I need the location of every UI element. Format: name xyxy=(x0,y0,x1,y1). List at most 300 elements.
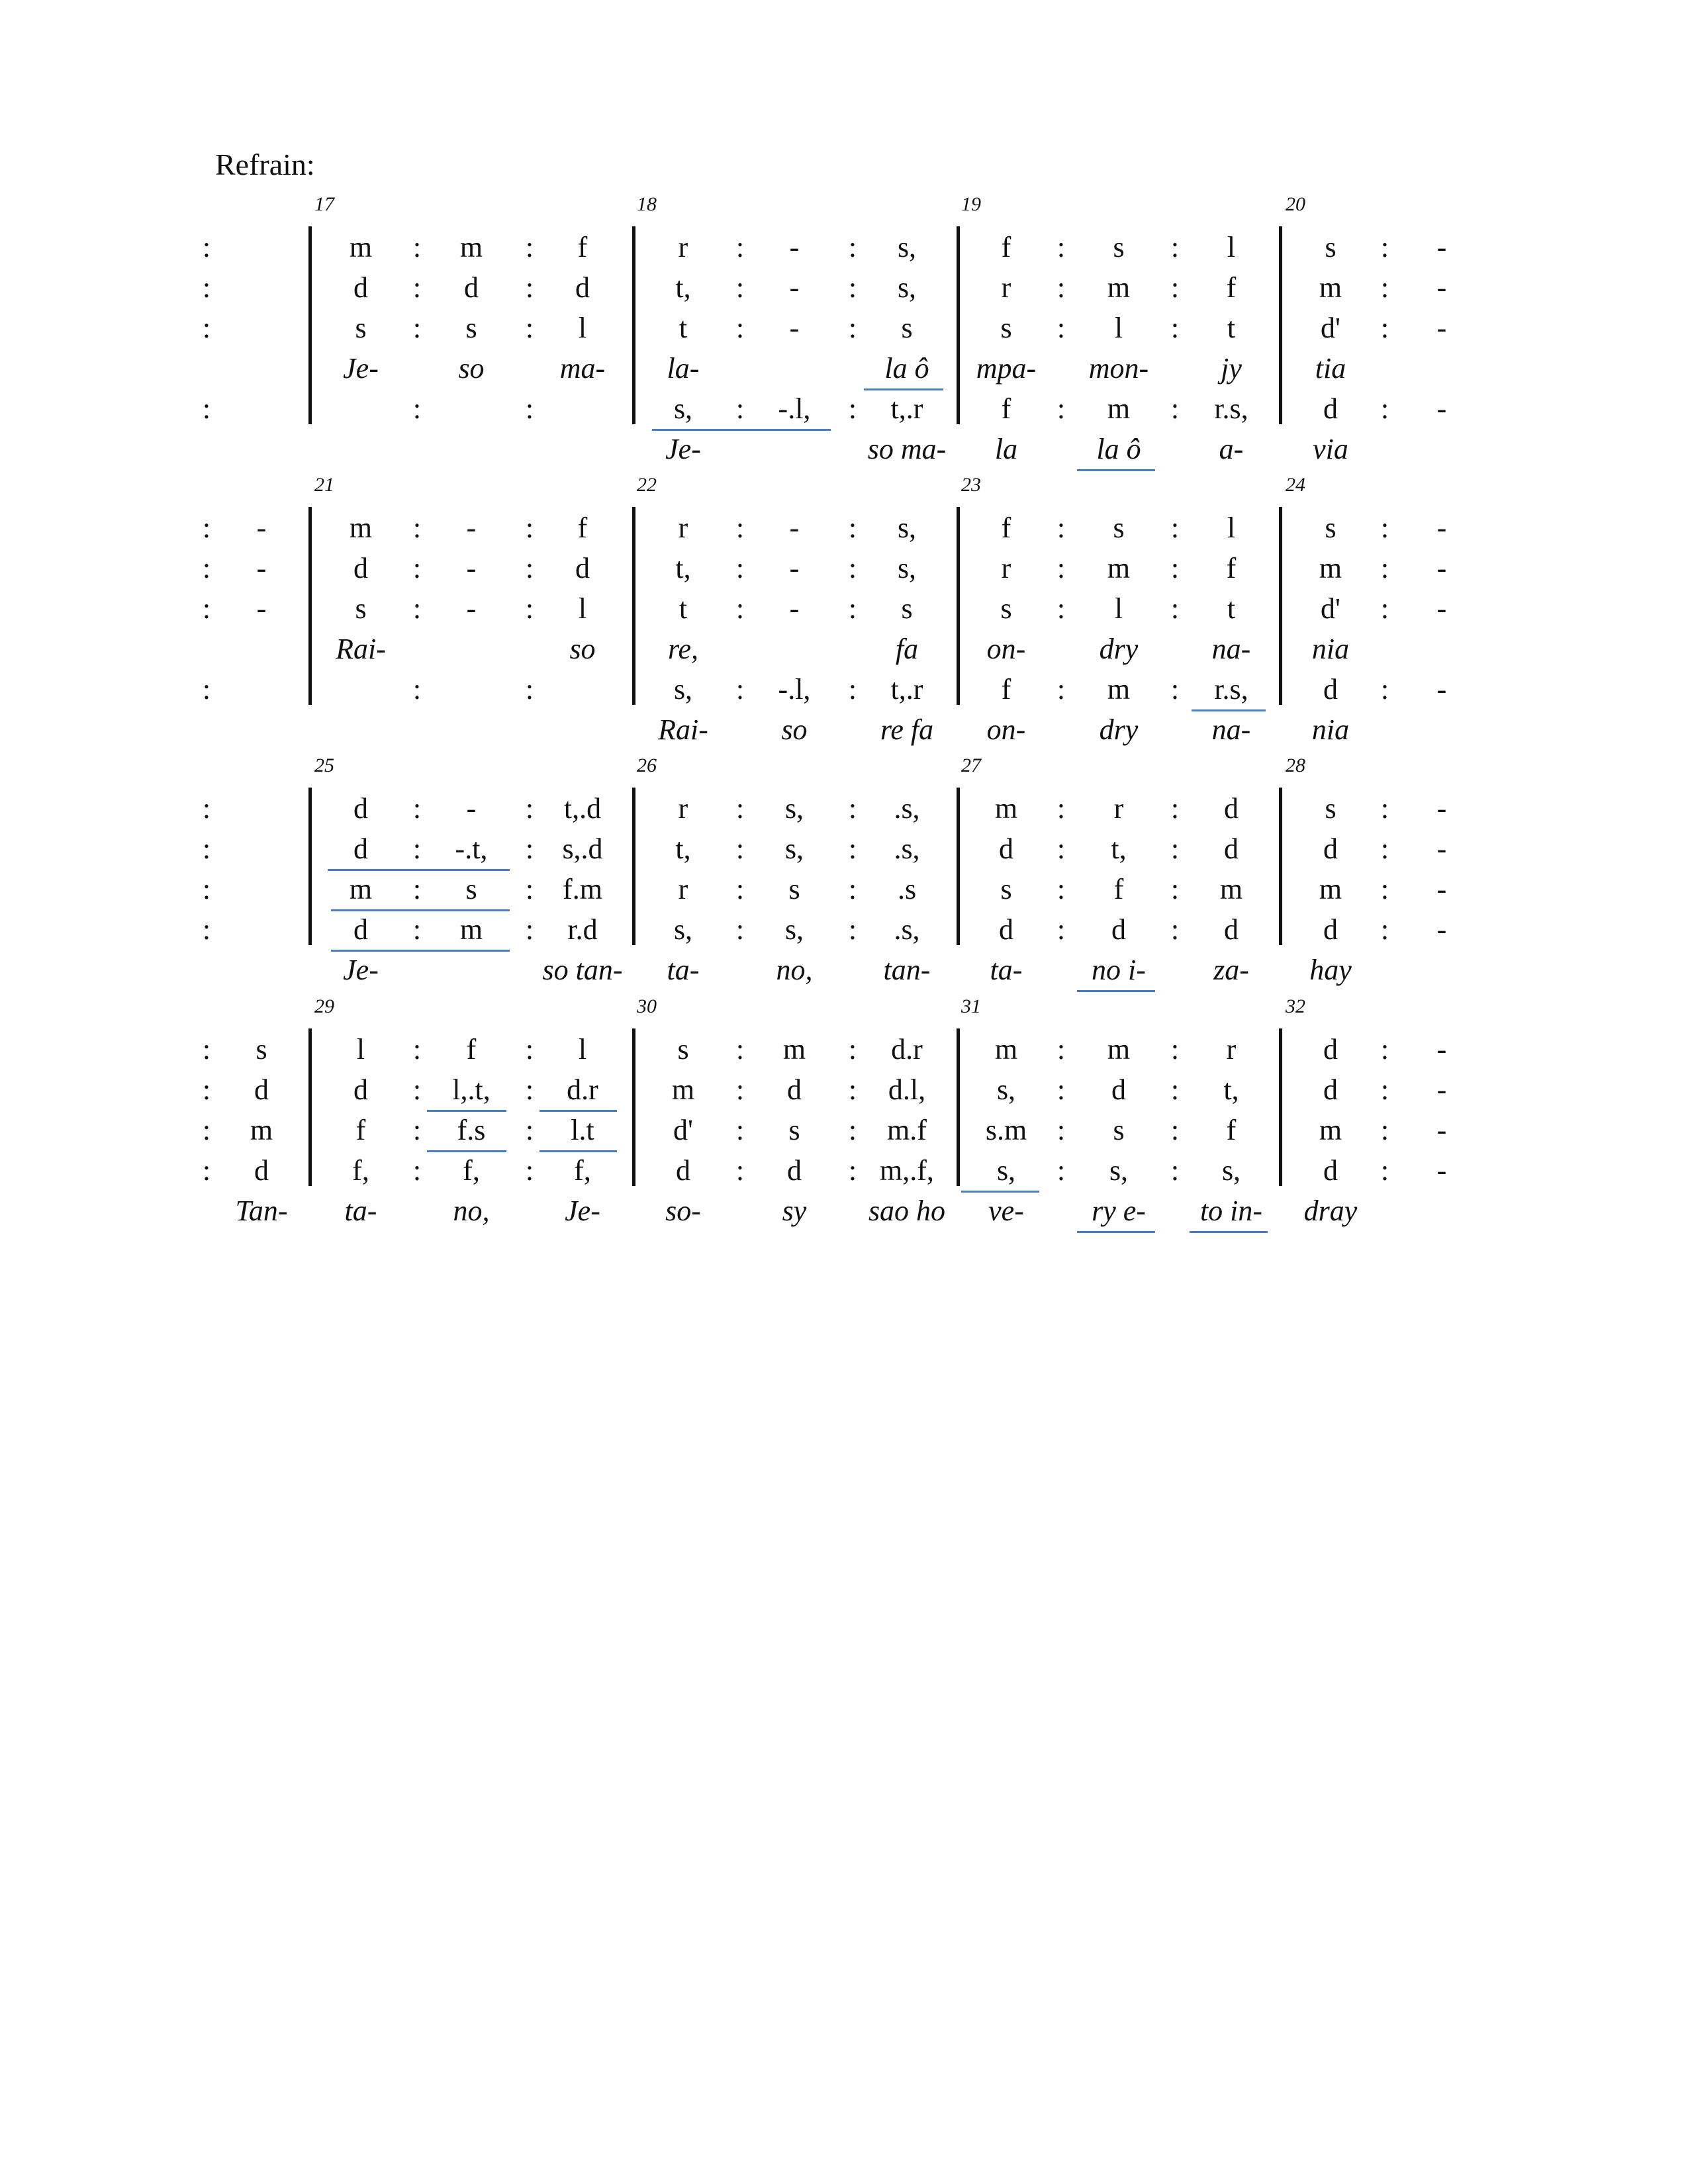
solfa-note: l xyxy=(1227,512,1236,544)
solfa-note: -.l, xyxy=(778,392,811,425)
solfa-note: d xyxy=(353,792,368,825)
solfa-note: t xyxy=(1227,312,1236,344)
solfa-note: .s xyxy=(897,873,917,905)
bar-line xyxy=(632,507,635,705)
lyric-syllable: so xyxy=(569,633,596,665)
solfa-note: : xyxy=(1056,312,1066,344)
solfa-note: - xyxy=(1436,592,1447,625)
solfa-note: : xyxy=(735,1033,745,1066)
solfa-note: m xyxy=(994,792,1018,825)
solfa-note: m xyxy=(1107,271,1131,304)
solfa-note: d xyxy=(1224,833,1239,865)
solfa-note: : xyxy=(735,1114,745,1146)
solfa-note: t, xyxy=(675,271,691,304)
solfa-note: - xyxy=(256,552,267,584)
solfa-note: : xyxy=(202,392,211,425)
solfa-note: l xyxy=(1114,312,1123,344)
solfa-note: m xyxy=(1319,552,1342,584)
solfa-note: : xyxy=(1380,512,1389,544)
solfa-note: : xyxy=(202,1033,211,1066)
solfa-note: m xyxy=(671,1073,695,1106)
solfa-note: l xyxy=(356,1033,365,1066)
solfa-note: d xyxy=(1323,1073,1338,1106)
slur-underline xyxy=(1077,469,1155,471)
solfa-note: : xyxy=(735,512,745,544)
lyric-syllable: no, xyxy=(453,1195,490,1227)
solfa-note: : xyxy=(1380,231,1389,263)
solfa-note: : xyxy=(525,231,534,263)
solfa-note: m xyxy=(349,512,373,544)
solfa-note: l xyxy=(578,592,587,625)
solfa-note: d xyxy=(1323,673,1338,705)
solfa-note: m.f xyxy=(887,1114,927,1146)
solfa-note: - xyxy=(1436,1154,1447,1187)
bar-line xyxy=(1279,226,1282,424)
bar-line xyxy=(1279,788,1282,945)
lyric-syllable: jy xyxy=(1221,352,1242,385)
solfa-note: : xyxy=(1056,1114,1066,1146)
solfa-note: : xyxy=(1170,392,1180,425)
solfa-note: : xyxy=(1380,312,1389,344)
solfa-note: r xyxy=(678,792,688,825)
slur-underline xyxy=(539,1150,617,1152)
slur-underline xyxy=(328,869,510,871)
lyric-syllable: za- xyxy=(1213,954,1249,986)
solfa-note: : xyxy=(1170,873,1180,905)
solfa-note: : xyxy=(412,552,422,584)
slur-underline xyxy=(331,909,510,911)
solfa-note: r xyxy=(678,512,688,544)
solfa-note: s xyxy=(1325,231,1336,263)
lyric-syllable: ve- xyxy=(988,1195,1024,1227)
bar-line xyxy=(1279,507,1282,705)
solfa-note: : xyxy=(1056,1154,1066,1187)
solfa-note: f xyxy=(1113,873,1124,905)
bar-line xyxy=(632,1028,635,1186)
solfa-note: d xyxy=(1111,913,1126,946)
bar-line xyxy=(308,1028,312,1186)
solfa-note: m xyxy=(1107,392,1131,425)
solfa-note: d' xyxy=(1321,312,1340,344)
solfa-note: t xyxy=(679,312,688,344)
solfa-note: s, xyxy=(996,1154,1016,1187)
solfa-note: : xyxy=(1380,792,1389,825)
slur-underline xyxy=(427,1150,506,1152)
solfa-note: - xyxy=(789,552,800,584)
solfa-note: m xyxy=(1107,673,1131,705)
solfa-note: : xyxy=(848,1154,857,1187)
solfa-note: : xyxy=(735,592,745,625)
solfa-note: : xyxy=(848,673,857,705)
solfa-note: - xyxy=(256,512,267,544)
solfa-note: f xyxy=(577,231,588,263)
solfa-note: d xyxy=(1323,833,1338,865)
lyric-syllable: ta- xyxy=(990,954,1023,986)
solfa-note: : xyxy=(1170,792,1180,825)
solfa-note: d xyxy=(787,1073,802,1106)
solfa-note: : xyxy=(848,1033,857,1066)
solfa-note: - xyxy=(466,552,477,584)
solfa-note: : xyxy=(735,271,745,304)
solfa-note: : xyxy=(412,1073,422,1106)
solfa-note: f, xyxy=(463,1154,480,1187)
solfa-note: : xyxy=(525,592,534,625)
solfa-note: : xyxy=(1380,271,1389,304)
solfa-note: t,.r xyxy=(890,673,923,705)
solfa-note: : xyxy=(412,592,422,625)
solfa-note: s xyxy=(256,1033,267,1066)
solfa-note: - xyxy=(1436,231,1447,263)
lyric-syllable: la ô xyxy=(884,352,929,385)
solfa-note: : xyxy=(1380,1073,1389,1106)
lyric-syllable: dry xyxy=(1099,633,1139,665)
solfa-note: : xyxy=(525,552,534,584)
solfa-note: : xyxy=(1170,1114,1180,1146)
solfa-note: d' xyxy=(673,1114,693,1146)
solfa-note: r xyxy=(678,873,688,905)
lyric-syllable: mpa- xyxy=(976,352,1037,385)
solfa-note: d xyxy=(1323,1154,1338,1187)
solfa-note: r xyxy=(1001,271,1011,304)
solfa-note: : xyxy=(412,673,422,705)
measure-number: 18 xyxy=(637,193,657,215)
solfa-note: : xyxy=(525,1033,534,1066)
lyric-syllable: so xyxy=(458,352,485,385)
solfa-note: : xyxy=(1170,1033,1180,1066)
solfa-note: f xyxy=(577,512,588,544)
solfa-note: l,.t, xyxy=(452,1073,491,1106)
solfa-note: - xyxy=(1436,833,1447,865)
solfa-note: : xyxy=(735,1154,745,1187)
solfa-note: : xyxy=(202,833,211,865)
solfa-note: : xyxy=(848,833,857,865)
solfa-note: - xyxy=(466,592,477,625)
solfa-note: : xyxy=(525,1114,534,1146)
solfa-note: : xyxy=(1380,913,1389,946)
lyric-syllable: ta- xyxy=(667,954,700,986)
solfa-note: : xyxy=(412,873,422,905)
solfa-note: f xyxy=(1226,271,1237,304)
solfa-note: m xyxy=(1219,873,1243,905)
solfa-note: : xyxy=(848,792,857,825)
solfa-note: m xyxy=(782,1033,806,1066)
lyric-syllable: re fa xyxy=(880,713,934,746)
solfa-note: : xyxy=(1380,552,1389,584)
solfa-note: : xyxy=(1170,312,1180,344)
lyric-syllable: Je- xyxy=(343,954,379,986)
solfa-note: - xyxy=(1436,512,1447,544)
solfa-note: m xyxy=(994,1033,1018,1066)
measure-number: 29 xyxy=(314,995,334,1017)
lyric-syllable: nia xyxy=(1311,713,1350,746)
solfa-note: s, xyxy=(897,271,917,304)
slur-underline xyxy=(331,950,510,952)
lyric-syllable: Je- xyxy=(665,433,701,465)
solfa-note: : xyxy=(525,833,534,865)
lyric-syllable: ry e- xyxy=(1092,1195,1146,1227)
solfa-note: s xyxy=(1000,312,1012,344)
solfa-note: d xyxy=(254,1154,269,1187)
solfa-note: - xyxy=(1436,1033,1447,1066)
measure-number: 24 xyxy=(1286,474,1305,496)
solfa-note: s xyxy=(788,873,800,905)
solfa-note: : xyxy=(412,1033,422,1066)
lyric-syllable: on- xyxy=(986,713,1026,746)
solfa-note: : xyxy=(848,873,857,905)
solfa-note: : xyxy=(1170,673,1180,705)
lyric-syllable: Tan- xyxy=(235,1195,288,1227)
solfa-note: f xyxy=(355,1114,366,1146)
bar-line xyxy=(632,788,635,945)
measure-number: 22 xyxy=(637,474,657,496)
lyric-syllable: ma- xyxy=(559,352,606,385)
solfa-note: : xyxy=(202,512,211,544)
solfa-note: : xyxy=(412,792,422,825)
solfa-note: d xyxy=(1111,1073,1126,1106)
lyric-syllable: on- xyxy=(986,633,1026,665)
lyric-syllable: na- xyxy=(1211,713,1251,746)
solfa-note: : xyxy=(735,833,745,865)
solfa-note: s xyxy=(1000,873,1012,905)
solfa-note: : xyxy=(735,913,745,946)
solfa-note: : xyxy=(412,1114,422,1146)
solfa-note: - xyxy=(1436,1114,1447,1146)
solfa-note: f xyxy=(1226,1114,1237,1146)
lyric-syllable: dry xyxy=(1099,713,1139,746)
lyric-syllable: nia xyxy=(1311,633,1350,665)
solfa-note: - xyxy=(256,592,267,625)
solfa-note: l xyxy=(578,1033,587,1066)
solfa-note: d xyxy=(353,552,368,584)
solfa-note: - xyxy=(1436,792,1447,825)
slur-underline xyxy=(427,1110,506,1112)
solfa-note: s xyxy=(465,873,477,905)
solfa-note: s, xyxy=(897,512,917,544)
solfa-note: d xyxy=(676,1154,690,1187)
solfa-note: - xyxy=(1436,271,1447,304)
measure-number: 30 xyxy=(637,995,657,1017)
solfa-note: : xyxy=(1380,1114,1389,1146)
lyric-syllable: to in- xyxy=(1199,1195,1263,1227)
measure-number: 27 xyxy=(961,754,981,776)
solfa-note: : xyxy=(412,312,422,344)
lyric-syllable: la- xyxy=(667,352,700,385)
solfa-note: s xyxy=(901,592,913,625)
solfa-note: : xyxy=(1056,512,1066,544)
lyric-syllable: ta- xyxy=(344,1195,377,1227)
bar-line xyxy=(308,226,312,424)
solfa-note: : xyxy=(1170,231,1180,263)
solfa-note: f xyxy=(1226,552,1237,584)
solfa-note: d xyxy=(1323,913,1338,946)
solfa-note: l.t xyxy=(571,1114,594,1146)
solfa-note: : xyxy=(1170,592,1180,625)
solfa-note: : xyxy=(1056,673,1066,705)
solfa-note: s, xyxy=(673,673,693,705)
lyric-syllable: via xyxy=(1313,433,1348,465)
solfa-note: s, xyxy=(784,792,804,825)
lyric-syllable: na- xyxy=(1211,633,1251,665)
solfa-note: : xyxy=(1056,1073,1066,1106)
solfa-note: : xyxy=(412,271,422,304)
solfa-note: -.t, xyxy=(455,833,488,865)
solfa-note: d xyxy=(1323,392,1338,425)
solfa-note: t xyxy=(679,592,688,625)
solfa-note: : xyxy=(202,1114,211,1146)
measure-number: 31 xyxy=(961,995,981,1017)
solfa-note: : xyxy=(1056,552,1066,584)
solfa-note: f xyxy=(1001,673,1011,705)
solfa-note: r xyxy=(678,231,688,263)
solfa-note: m xyxy=(459,913,483,946)
solfa-note: m xyxy=(459,231,483,263)
solfa-note: : xyxy=(1056,271,1066,304)
solfa-note: : xyxy=(848,592,857,625)
solfa-note: : xyxy=(412,392,422,425)
solfa-note: : xyxy=(1170,1154,1180,1187)
measure-number: 17 xyxy=(314,193,334,215)
solfa-note: f xyxy=(1001,512,1011,544)
solfa-note: : xyxy=(1056,873,1066,905)
solfa-note: : xyxy=(525,312,534,344)
solfa-note: : xyxy=(848,1114,857,1146)
solfa-note: : xyxy=(525,1073,534,1106)
lyric-syllable: a- xyxy=(1219,433,1244,465)
solfa-note: : xyxy=(1056,833,1066,865)
solfa-note: - xyxy=(466,512,477,544)
solfa-note: : xyxy=(1170,833,1180,865)
solfa-note: : xyxy=(1056,231,1066,263)
solfa-note: s, xyxy=(784,833,804,865)
measure-number: 19 xyxy=(961,193,981,215)
solfa-note: r xyxy=(1226,1033,1237,1066)
lyric-syllable: so ma- xyxy=(867,433,947,465)
solfa-note: : xyxy=(202,592,211,625)
solfa-note: : xyxy=(848,1073,857,1106)
solfa-note: s.m xyxy=(985,1114,1027,1146)
solfa-note: .s, xyxy=(894,792,920,825)
lyric-syllable: so tan- xyxy=(542,954,623,986)
solfa-note: : xyxy=(412,913,422,946)
lyric-syllable: fa xyxy=(895,633,919,665)
solfa-note: : xyxy=(1380,1033,1389,1066)
solfa-note: : xyxy=(735,673,745,705)
lyric-syllable: re, xyxy=(667,633,699,665)
lyric-syllable: so xyxy=(781,713,808,746)
solfa-note: : xyxy=(202,1073,211,1106)
solfa-note: s, xyxy=(784,913,804,946)
solfa-note: : xyxy=(1056,592,1066,625)
lyric-syllable: sy xyxy=(782,1195,807,1227)
lyric-syllable: la ô xyxy=(1096,433,1141,465)
solfa-note: m xyxy=(1319,271,1342,304)
solfa-note: : xyxy=(412,231,422,263)
solfa-note: : xyxy=(412,512,422,544)
solfa-note: : xyxy=(735,552,745,584)
bar-line xyxy=(957,226,960,424)
solfa-note: s, xyxy=(673,392,693,425)
lyric-syllable: dray xyxy=(1303,1195,1358,1227)
solfa-note: s, xyxy=(897,552,917,584)
solfa-note: f.m xyxy=(563,873,602,905)
solfa-note: s xyxy=(1113,512,1125,544)
measure-number: 26 xyxy=(637,754,657,776)
measure-number: 25 xyxy=(314,754,334,776)
solfa-note: d' xyxy=(1321,592,1340,625)
solfa-note: : xyxy=(848,312,857,344)
bar-line xyxy=(632,226,635,424)
bar-line xyxy=(957,1028,960,1186)
solfa-note: f xyxy=(1001,231,1011,263)
solfa-note: m xyxy=(1107,552,1131,584)
solfa-note: - xyxy=(789,592,800,625)
solfa-note: : xyxy=(735,792,745,825)
solfa-note: t, xyxy=(675,552,691,584)
solfa-note: f.s xyxy=(457,1114,486,1146)
solfa-note: : xyxy=(1170,1073,1180,1106)
solfa-note: : xyxy=(202,552,211,584)
solfa-note: : xyxy=(525,673,534,705)
solfa-note: s, xyxy=(1109,1154,1129,1187)
solfa-note: s xyxy=(1000,592,1012,625)
slur-underline xyxy=(539,1110,617,1112)
solfa-note: s xyxy=(901,312,913,344)
solfa-note: f, xyxy=(352,1154,369,1187)
solfa-note: m xyxy=(1107,1033,1131,1066)
solfa-note: d xyxy=(1323,1033,1338,1066)
solfa-note: d xyxy=(787,1154,802,1187)
solfa-note: : xyxy=(735,312,745,344)
solfa-note: d xyxy=(1224,792,1239,825)
solfa-note: : xyxy=(848,552,857,584)
solfa-note: d xyxy=(254,1073,269,1106)
lyric-syllable: Je- xyxy=(565,1195,600,1227)
solfa-note: : xyxy=(1056,392,1066,425)
solfa-note: : xyxy=(525,1154,534,1187)
lyric-syllable: hay xyxy=(1309,954,1352,986)
solfa-note: d xyxy=(353,1073,368,1106)
lyric-syllable: no, xyxy=(776,954,813,986)
solfa-note: : xyxy=(202,231,211,263)
slur-underline xyxy=(1190,1231,1268,1233)
solfa-note: : xyxy=(1170,271,1180,304)
bar-line xyxy=(308,507,312,705)
solfa-note: t xyxy=(1227,592,1236,625)
solfa-note: : xyxy=(202,312,211,344)
solfa-note: : xyxy=(1380,592,1389,625)
slur-underline xyxy=(1192,709,1266,711)
solfa-note: : xyxy=(848,231,857,263)
solfa-note: d xyxy=(353,833,368,865)
solfa-note: : xyxy=(525,512,534,544)
solfa-note: : xyxy=(848,913,857,946)
solfa-note: - xyxy=(1436,392,1447,425)
solfa-note: t, xyxy=(1223,1073,1239,1106)
solfa-note: : xyxy=(525,913,534,946)
solfa-note: - xyxy=(1436,312,1447,344)
solfa-note: : xyxy=(735,1073,745,1106)
solfa-note: : xyxy=(1380,392,1389,425)
measure-number: 20 xyxy=(1286,193,1305,215)
solfa-note: - xyxy=(1436,673,1447,705)
solfa-note: : xyxy=(202,913,211,946)
solfa-note: : xyxy=(412,1154,422,1187)
solfa-note: : xyxy=(1056,792,1066,825)
solfa-note: : xyxy=(1380,673,1389,705)
solfa-note: : xyxy=(202,673,211,705)
solfa-note: - xyxy=(1436,873,1447,905)
lyric-syllable: Rai- xyxy=(336,633,386,665)
